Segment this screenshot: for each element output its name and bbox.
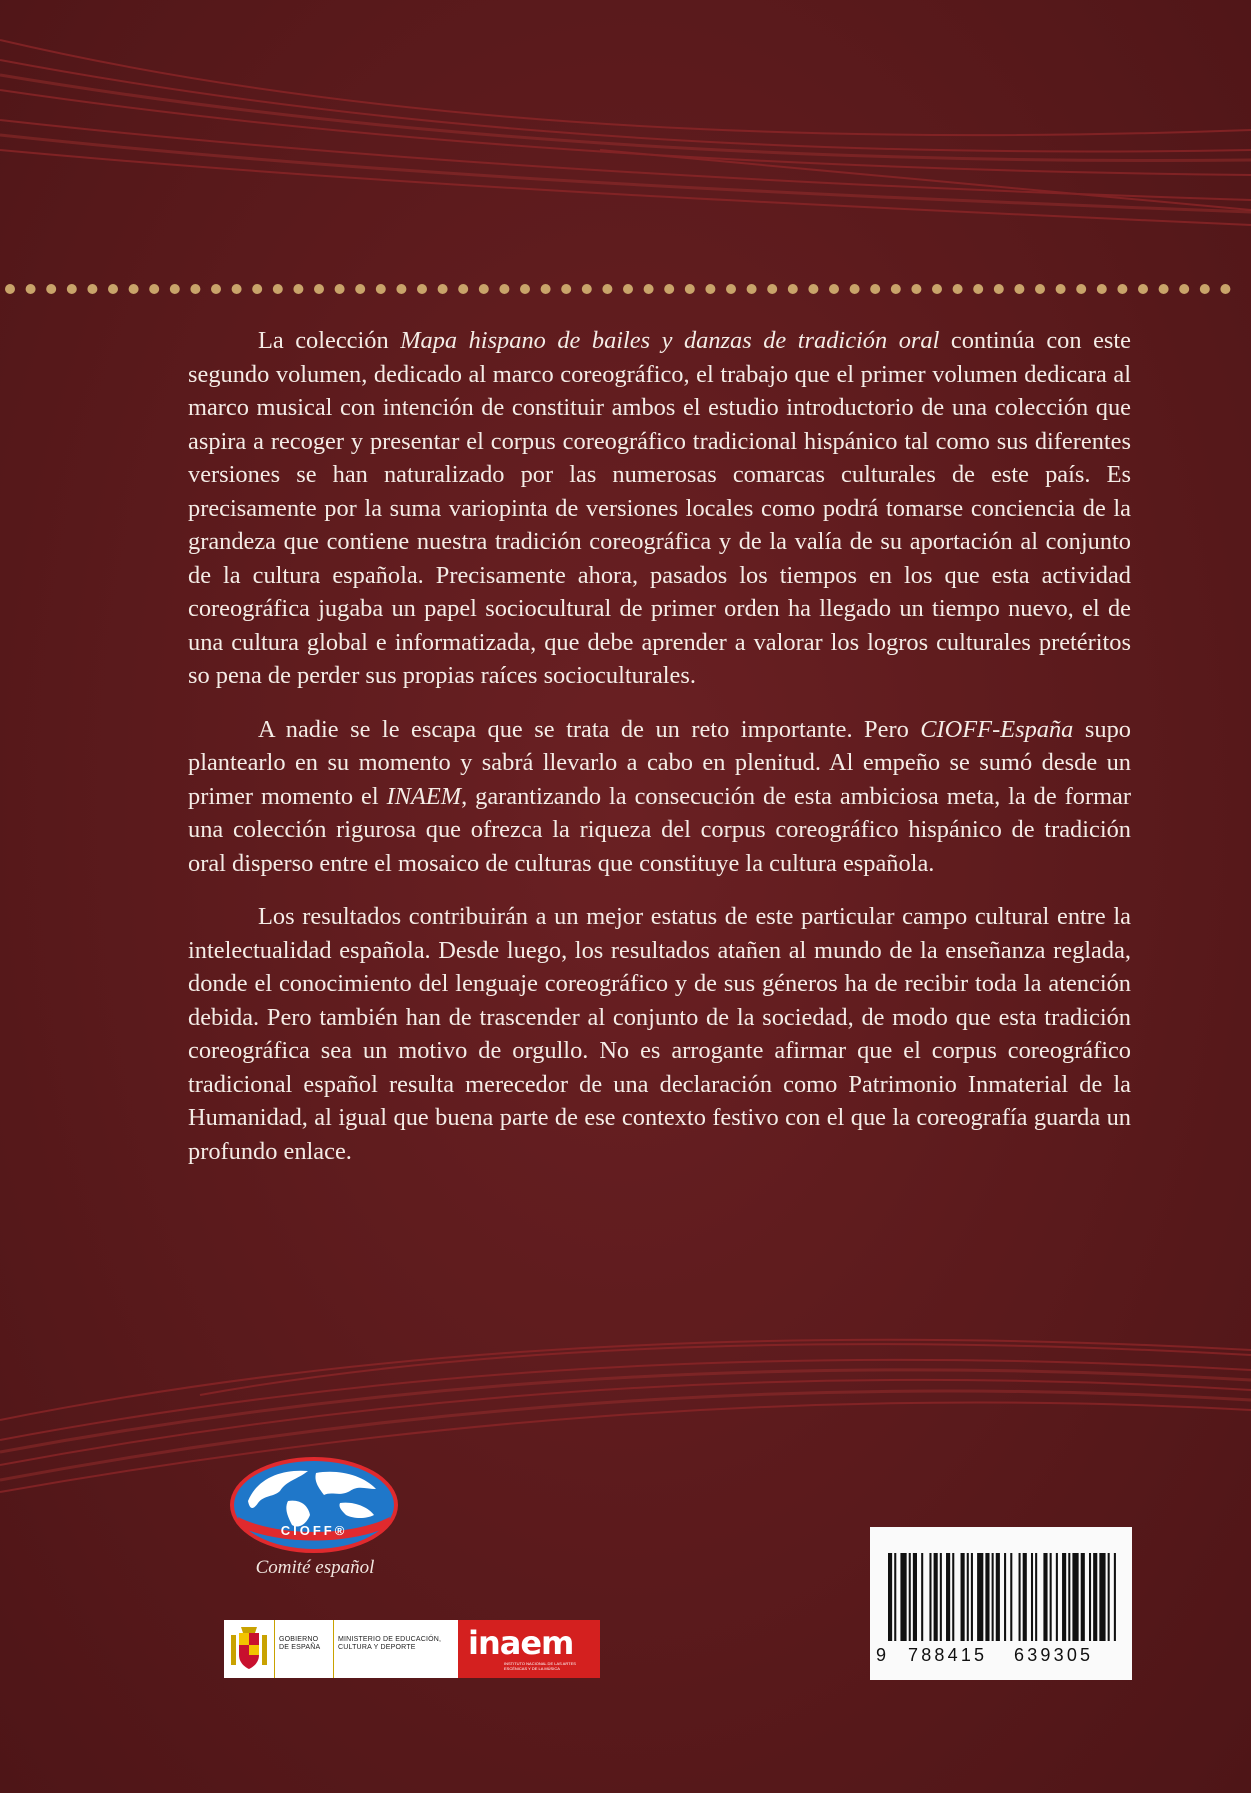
barcode-bar xyxy=(1068,1553,1070,1641)
dot xyxy=(808,284,818,294)
barcode-bar xyxy=(977,1553,983,1641)
inaem-logo xyxy=(458,1620,600,1678)
dot xyxy=(499,284,509,294)
dot xyxy=(376,284,386,294)
dotted-rule xyxy=(0,277,1251,301)
dot xyxy=(747,284,757,294)
dot xyxy=(438,284,448,294)
dot xyxy=(335,284,345,294)
barcode-bar xyxy=(909,1553,911,1641)
barcode-right-digits: 639305 xyxy=(1014,1645,1094,1665)
dot xyxy=(788,284,798,294)
dot xyxy=(582,284,592,294)
cioff-logo xyxy=(228,1455,400,1555)
paragraph-2: A nadie se le escapa que se trata de un reto importante. Pero CIOFF-España supo plantearlo en su momento y sabrá llevarlo a cabo en plenitud. Al empeño se sumó desde un primer momento el INAEM, garantizando la consecución de esta ambiciosa meta, la de formar una colección rigurosa que ofrezca la riqueza del corpus coreográfico hispánico de tradición oral disperso entre el mosaico de culturas que constituye la cultura española. xyxy=(188,715,1131,877)
barcode-bar xyxy=(1108,1553,1110,1641)
dot xyxy=(314,284,324,294)
barcode-left-digits: 788415 xyxy=(908,1645,988,1665)
dot xyxy=(252,284,262,294)
dot xyxy=(1097,284,1107,294)
dot xyxy=(293,284,303,294)
barcode-bar xyxy=(1114,1553,1116,1641)
barcode-bar xyxy=(1099,1553,1105,1641)
dot xyxy=(67,284,77,294)
inaem-subtitle: INSTITUTO NACIONAL DE LAS ARTES ESCÉNICAS Y DE LA MÚSICA xyxy=(504,1661,576,1671)
barcode-bar xyxy=(1056,1553,1058,1641)
barcode-bar xyxy=(1093,1553,1097,1641)
dot xyxy=(1035,284,1045,294)
dot xyxy=(1200,284,1210,294)
dot xyxy=(1117,284,1127,294)
dot xyxy=(1220,284,1230,294)
dot xyxy=(1014,284,1024,294)
barcode-bar xyxy=(996,1553,1000,1641)
dot xyxy=(26,284,36,294)
dot xyxy=(705,284,715,294)
barcode-bar xyxy=(1035,1553,1037,1641)
paragraph-1: La colección Mapa hispano de bailes y danzas de tradición oral continúa con este segundo volumen, dedicado al marco coreográfico, el trabajo que el primer volumen dedicara al marco musical con intención de constituir ambos el estudio introductorio de una colección que aspira a recoger y presentar el corpus coreográfico tradicional hispánico tal como sus diferentes versiones se han naturalizado por las numerosas comarcas culturales de este país. Es precisamente por la suma variopinta de versiones locales como podrá tomarse conciencia de la grandeza que contiene nuestra tradición coreográfica y de la valía de su aportación al conjunto de la cultura española. Precisamente ahora, pasados los tiempos en los que esta actividad coreográfica jugaba un papel sociocultural de primer orden ha llegado un tiempo nuevo, el de una cultura global e informatizada, que debe aprender a valorar los logros culturales pretéritos so pena de perder sus propias raíces socioculturales. xyxy=(188,327,1131,689)
dot xyxy=(870,284,880,294)
dot xyxy=(129,284,139,294)
dot xyxy=(685,284,695,294)
dot xyxy=(1138,284,1148,294)
dot xyxy=(520,284,530,294)
dot xyxy=(1056,284,1066,294)
dot xyxy=(46,284,56,294)
dot xyxy=(1159,284,1169,294)
blurb-text xyxy=(188,324,1131,1188)
barcode-bar xyxy=(1010,1553,1012,1641)
isbn-barcode xyxy=(870,1527,1132,1680)
barcode-bar xyxy=(1031,1553,1033,1641)
gobierno-label: GOBIERNO DE ESPAÑA xyxy=(274,1620,333,1678)
dot xyxy=(417,284,427,294)
paragraph-3: Los resultados contribuirán a un mejor estatus de este particular campo cultural entre la intelectualidad española. Desde luego, los resultados atañen al mundo de la enseñanza reglada, donde el conocimiento del lenguaje coreográfico y de sus géneros ha de recibir toda la atención debida. Pero también han de trascender al conjunto de la sociedad, de modo que esta tradición coreográfica sea un motivo de orgullo. No es arrogante afirmar que el corpus coreográfico tradicional español resulta merecedor de una declaración como Patrimonio Inmaterial de la Humanidad, al igual que buena parte de ese contexto festivo con el que la coreografía guarda un profundo enlace. xyxy=(188,903,1131,1165)
barcode-bar xyxy=(985,1553,989,1641)
barcode-bar xyxy=(1004,1553,1006,1641)
dot xyxy=(458,284,468,294)
inaem-name: INAEM xyxy=(386,782,462,810)
dot xyxy=(911,284,921,294)
dot xyxy=(994,284,1004,294)
dot xyxy=(232,284,242,294)
barcode-bar xyxy=(971,1553,973,1641)
dot xyxy=(479,284,489,294)
dot xyxy=(273,284,283,294)
inaem-wordmark: inaem xyxy=(468,1624,574,1662)
barcode-bar xyxy=(1043,1553,1047,1641)
dot xyxy=(726,284,736,294)
barcode-bar xyxy=(1089,1553,1091,1641)
barcode-bar xyxy=(952,1553,954,1641)
barcode-bar xyxy=(934,1553,938,1641)
barcode-bar xyxy=(940,1553,942,1641)
dot xyxy=(602,284,612,294)
barcode-bar xyxy=(888,1553,892,1641)
barcode-bar xyxy=(967,1553,969,1641)
barcode-bar xyxy=(1062,1553,1066,1641)
dot xyxy=(108,284,118,294)
dot xyxy=(396,284,406,294)
dot xyxy=(1076,284,1086,294)
dot xyxy=(829,284,839,294)
dot xyxy=(149,284,159,294)
barcode-bar xyxy=(1050,1553,1052,1641)
dot xyxy=(850,284,860,294)
dot xyxy=(644,284,654,294)
dot xyxy=(891,284,901,294)
coat-of-arms-icon xyxy=(224,1620,274,1678)
dot xyxy=(664,284,674,294)
dot xyxy=(87,284,97,294)
barcode-bar xyxy=(894,1553,896,1641)
cioff-espana-name: CIOFF-España xyxy=(920,715,1074,743)
dot xyxy=(767,284,777,294)
barcode-lead-digit: 9 xyxy=(876,1645,887,1665)
barcode-bar xyxy=(929,1553,931,1641)
barcode-bar xyxy=(1072,1553,1078,1641)
barcode-bar xyxy=(900,1553,906,1641)
dot xyxy=(211,284,221,294)
cioff-logo-text: CIOFF® xyxy=(280,1523,348,1538)
barcode-bar xyxy=(913,1553,917,1641)
dot xyxy=(541,284,551,294)
dot xyxy=(561,284,571,294)
cioff-caption: Comité español xyxy=(255,1557,375,1578)
dot xyxy=(953,284,963,294)
barcode-bar xyxy=(921,1553,923,1641)
dot xyxy=(355,284,365,294)
barcode-bar xyxy=(1019,1553,1021,1641)
barcode-bar xyxy=(961,1553,965,1641)
barcode-bars xyxy=(888,1553,1118,1653)
barcode-bar xyxy=(946,1553,950,1641)
dot xyxy=(170,284,180,294)
ministerio-label: MINISTERIO DE EDUCACIÓN, CULTURA Y DEPORTE xyxy=(333,1620,460,1678)
collection-title: Mapa hispano de bailes y danzas de tradición oral xyxy=(400,327,940,354)
dot xyxy=(190,284,200,294)
barcode-bar xyxy=(1081,1553,1085,1641)
barcode-bar xyxy=(992,1553,994,1641)
dot xyxy=(623,284,633,294)
dot xyxy=(973,284,983,294)
barcode-bar xyxy=(1023,1553,1027,1641)
dot xyxy=(5,284,15,294)
dot xyxy=(932,284,942,294)
dot xyxy=(1179,284,1189,294)
